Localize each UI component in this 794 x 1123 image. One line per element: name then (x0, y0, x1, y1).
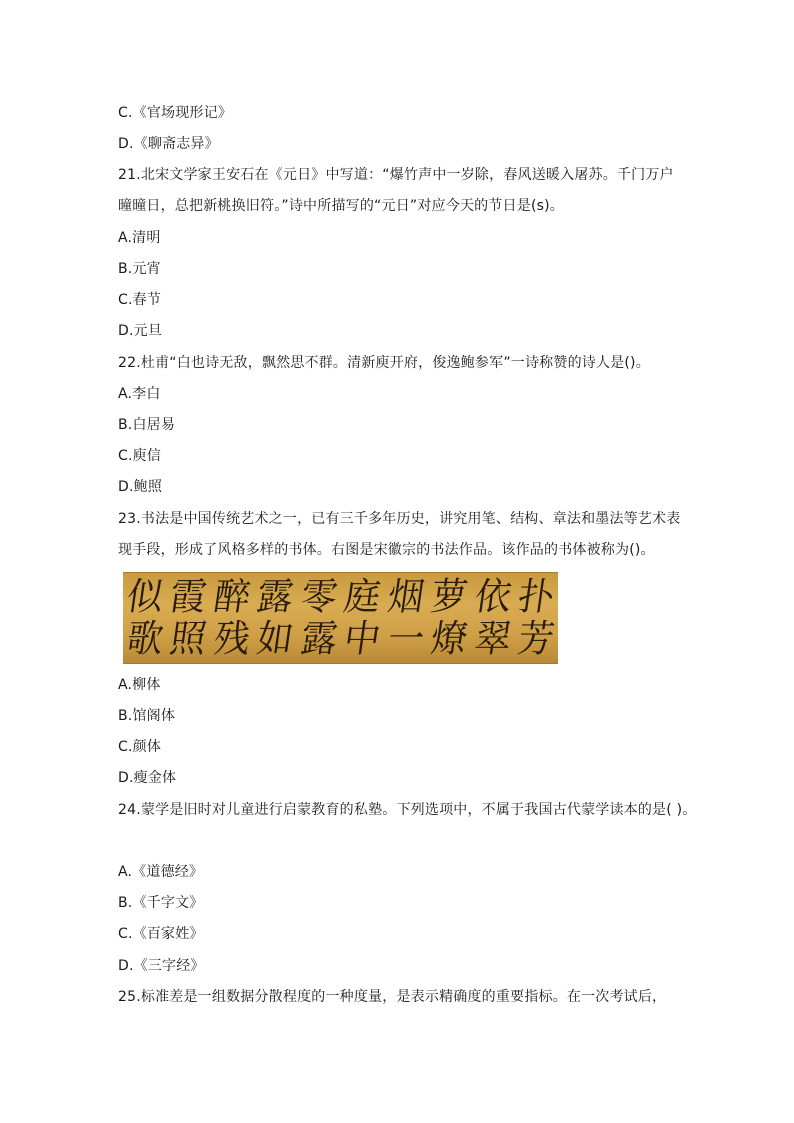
question-22-option-b: B.白居易 (118, 417, 176, 433)
calligraphy-char: 依 (471, 575, 514, 619)
question-21-line-1: 21.北宋文学家王安石在《元日》中写道：“爆竹声中一岁除，春风送暖入屠苏。千门万户 (118, 167, 674, 183)
line-d-liaozhai: D.《聊斋志异》 (118, 136, 219, 152)
calligraphy-char: 如 (254, 617, 297, 661)
question-24-option-b: B.《千字文》 (118, 895, 204, 911)
question-24-option-c: C.《百家姓》 (118, 926, 204, 942)
line-c-guanchang: C.《官场现形记》 (118, 105, 233, 121)
calligraphy-char: 歌 (123, 617, 166, 661)
question-21-option-b: B.元宵 (118, 261, 161, 277)
question-23-option-d: D.瘦金体 (118, 770, 177, 786)
question-23-option-b: B.馆阁体 (118, 708, 176, 724)
question-22-option-d: D.鲍照 (118, 479, 163, 495)
calligraphy-image (123, 572, 558, 664)
calligraphy-char: 醉 (210, 575, 253, 619)
question-24-option-d: D.《三字经》 (118, 958, 205, 974)
calligraphy-char: 扑 (515, 575, 558, 619)
question-23-option-c: C.颜体 (118, 739, 162, 755)
calligraphy-char: 燎 (428, 617, 471, 661)
calligraphy-row-2 (123, 619, 558, 661)
question-21-line-2: 曈曈日，总把新桃换旧符。”诗中所描写的“元日”对应今天的节日是(s)。 (118, 198, 564, 214)
calligraphy-char: 中 (341, 617, 384, 661)
calligraphy-row-1 (123, 577, 558, 619)
calligraphy-char: 芳 (515, 617, 558, 661)
calligraphy-char: 萝 (428, 575, 471, 619)
question-21-option-a: A.清明 (118, 230, 161, 246)
calligraphy-char: 庭 (341, 575, 384, 619)
question-22-option-c: C.庾信 (118, 448, 162, 464)
question-24: 24.蒙学是旧时对儿童进行启蒙教育的私塾。下列选项中，不属于我国古代蒙学读本的是( )。 (118, 802, 697, 818)
calligraphy-char: 残 (210, 617, 253, 661)
question-22: 22.杜甫“白也诗无敌，飘然思不群。清新庾开府，俊逸鲍参军”一诗称赞的诗人是()。 (118, 355, 650, 371)
calligraphy-char: 霞 (167, 575, 210, 619)
calligraphy-char: 露 (297, 617, 340, 661)
question-21-option-d: D.元旦 (118, 323, 163, 339)
question-25: 25.标准差是一组数据分散程度的一种度量，是表示精确度的重要指标。在一次考试后， (118, 989, 667, 1005)
question-23-line-2: 现手段，形成了风格多样的书体。右图是宋徽宗的书法作品。该作品的书体被称为()。 (118, 542, 655, 558)
question-21-option-c: C.春节 (118, 292, 162, 308)
calligraphy-char: 露 (254, 575, 297, 619)
calligraphy-char: 烟 (384, 575, 427, 619)
question-22-option-a: A.李白 (118, 386, 161, 402)
calligraphy-char: 零 (297, 575, 340, 619)
question-23-line-1: 23.书法是中国传统艺术之一，已有三千多年历史，讲究用笔、结构、章法和墨法等艺术表 (118, 511, 681, 527)
question-24-option-a: A.《道德经》 (118, 864, 204, 880)
question-23-option-a: A.柳体 (118, 677, 161, 693)
calligraphy-char: 似 (123, 575, 166, 619)
calligraphy-char: 一 (384, 617, 427, 661)
calligraphy-char: 照 (167, 617, 210, 661)
calligraphy-char: 翠 (471, 617, 514, 661)
